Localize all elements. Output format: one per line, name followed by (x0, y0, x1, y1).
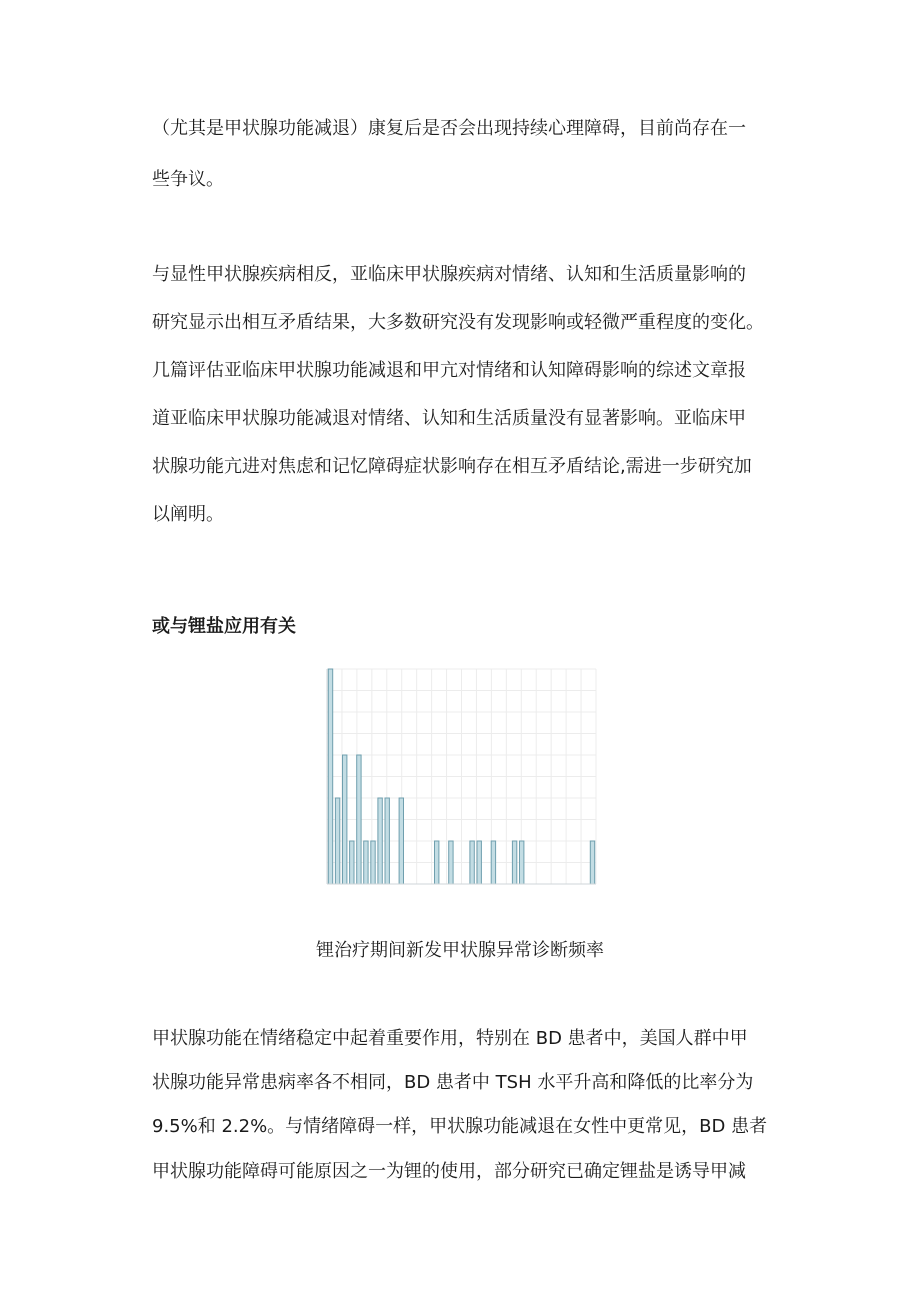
bar-28 (520, 841, 524, 884)
text-line: 9.5%和 2.2%。与情绪障碍一样，甲状腺功能减退在女性中更常见，BD 患者 (152, 1116, 768, 1137)
bar-21 (470, 841, 474, 884)
thyroid-abnormality-bar-chart (322, 664, 600, 892)
text-line: 些争议。 (152, 169, 224, 190)
text-line: 研究显示出相互矛盾结果，大多数研究没有发现影响或轻微严重程度的变化。 (152, 312, 764, 333)
text-line: 甲状腺功能障碍可能原因之一为锂的使用，部分研究已确定锂盐是诱导甲减 (152, 1161, 746, 1182)
bar-8 (378, 798, 382, 884)
bar-22 (477, 841, 481, 884)
bar-27 (512, 841, 516, 884)
text-line: 与显性甲状腺疾病相反，亚临床甲状腺疾病对情绪、认知和生活质量影响的 (152, 264, 746, 285)
chart-caption: 锂治疗期间新发甲状腺异常诊断频率 (316, 940, 604, 961)
text-line: 以阐明。 (152, 504, 224, 525)
bar-2 (335, 798, 339, 884)
bar-5 (357, 755, 361, 884)
bar-18 (449, 841, 453, 884)
bar-3 (343, 755, 347, 884)
bar-16 (435, 841, 439, 884)
bar-9 (385, 798, 389, 884)
bar-38 (590, 841, 594, 884)
bar-4 (350, 841, 354, 884)
text-line: （尤其是甲状腺功能减退）康复后是否会出现持续心理障碍，目前尚存在一 (152, 118, 746, 139)
text-line: 几篇评估亚临床甲状腺功能减退和甲亢对情绪和认知障碍影响的综述文章报 (152, 360, 746, 381)
text-line: 道亚临床甲状腺功能减退对情绪、认知和生活质量没有显著影响。亚临床甲 (152, 408, 746, 429)
bar-11 (399, 798, 403, 884)
bar-7 (371, 841, 375, 884)
bar-6 (364, 841, 368, 884)
section-heading: 或与锂盐应用有关 (152, 616, 296, 637)
text-line: 甲状腺功能在情绪稳定中起着重要作用，特别在 BD 患者中，美国人群中甲 (152, 1028, 748, 1049)
bar-1 (328, 669, 332, 884)
text-line: 状腺功能异常患病率各不相同，BD 患者中 TSH 水平升高和降低的比率分为 (152, 1072, 754, 1093)
text-line: 状腺功能亢进对焦虑和记忆障碍症状影响存在相互矛盾结论,需进一步研究加 (152, 456, 752, 477)
bar-24 (491, 841, 495, 884)
